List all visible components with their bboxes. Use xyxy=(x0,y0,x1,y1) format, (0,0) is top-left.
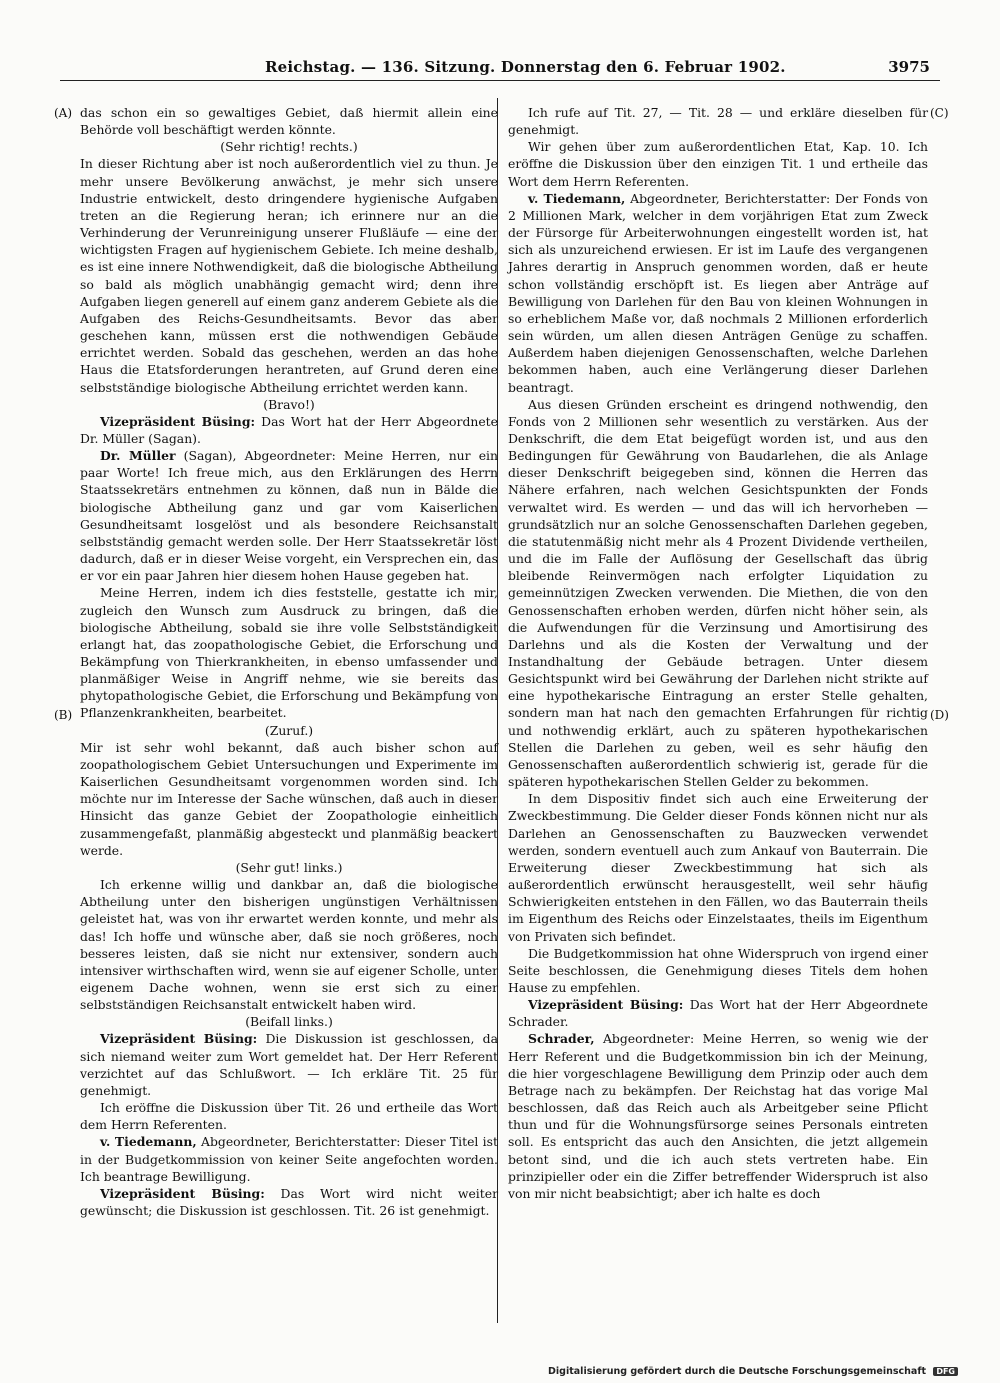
paragraph-text: In dem Dispositiv findet sich auch eine Erweiterung der Zweckbestimmung. Die Gelder dieser Fonds können nicht nur als Darlehen an Genossenschaften zu Bauzwecken verwendet werden, sondern eventuell auch zum Ankauf von Bauterrain. Die Erweiterung dieser Zweckbestimmung hat sich als außerordentlich erwünscht herausgestellt, weil sehr häufig Schwierigkeiten entstehen in den Fällen, wo das Bauterrain theils im Eigenthum des Reichs oder Einzelstaates, theils im Eigenthum von Privaten sich befindet. xyxy=(508,791,928,944)
speaker-name: Vizepräsident Büsing: xyxy=(528,997,684,1013)
paragraph xyxy=(80,1133,498,1184)
paragraph-text: (Sagan), Abgeordneter: Meine Herren, nur ein paar Worte! Ich freue mich, aus den Erklärungen des Herrn Staatssekretärs entnehmen zu können, daß nun in Bälde die biologische Abtheilung ganz und gar vom Kaiserlichen Gesundheitsamt losgelöst und als besondere Reichsanstalt selbstständig gemacht werden solle. Der Herr Staatssekretär löst dadurch, daß er in dieser Weise vorgeht, ein Versprechen ein, das er vor ein paar Jahren hier diesem hohen Hause gegeben hat. xyxy=(80,448,498,584)
paragraph-text: (Bravo!) xyxy=(263,396,315,412)
interjection xyxy=(80,138,498,155)
paragraph xyxy=(508,104,928,138)
speaker-name: Dr. Müller xyxy=(100,448,176,464)
paragraph xyxy=(508,996,928,1030)
paragraph-text: In dieser Richtung aber ist noch außerordentlich viel zu thun. Je mehr unsere Bevölkerung anwächst, je mehr sich unsere Industrie entwickelt, desto dringendere hygienische Aufgaben treten an die Regierung heran; ich erinnere nur an die Verhinderung der Verunreinigung unserer Flußläufe — eine der wichtigsten Fragen auf hygienischem Gebiete. Ich meine deshalb, es ist eine innere Nothwendigkeit, daß die biologische Abtheilung so bald als möglich unabhängig gemacht wird; denn ihre Aufgaben liegen generell auf einem ganz anderem Gebiete als die Aufgaben des Reichs-Gesundheitsamts. Bevor das aber geschehen kann, müssen erst die nothwendigen Gebäude errichtet werden. Sobald das geschehen, werden an das hohe Haus die Etatsforderungen herantreten, auf Grund deren eine selbstständige biologische Abtheilung errichtet werden kann. xyxy=(80,156,498,395)
footer-credit xyxy=(548,1366,958,1377)
page-number: 3975 xyxy=(888,58,930,76)
paragraph xyxy=(80,447,498,584)
left-column xyxy=(80,104,498,1219)
paragraph xyxy=(80,1185,498,1219)
interjection xyxy=(80,396,498,413)
speaker-name: Schrader, xyxy=(528,1031,595,1047)
paragraph-text: Die Diskussion ist geschlossen, da sich niemand weiter zum Wort gemeldet hat. Der Herr Referent verzichtet auf das Schlußwort. — Ich erkläre Tit. 25 für genehmigt. xyxy=(80,1031,498,1098)
paragraph-text: Abgeordneter, Berichterstatter: Dieser Titel ist in der Budgetkommission von keiner Seite angefochten worden. Ich beantrage Bewilligung. xyxy=(80,1134,498,1184)
paragraph xyxy=(80,876,498,1013)
margin-mark-a: (A) xyxy=(54,106,73,120)
paragraph xyxy=(508,790,928,944)
paragraph-text: (Zuruf.) xyxy=(264,722,314,738)
paragraph xyxy=(80,1099,498,1133)
paragraph-text: Meine Herren, indem ich dies feststelle, gestatte ich mir, zugleich den Wunsch zum Ausdruck zu bringen, daß die biologische Abtheilung, sobald sie ihre volle Selbstständigkeit erlangt hat, das zoopathologische Gebiet, die Erforschung und Bekämpfung von Thierkrankheiten, in ebenso umfassender und planmäßiger Weise in Angriff nehme, wie sie bereits das phytopathologische Gebiet, die Erforschung und Bekämpfung von Pflanzenkrankheiten, bearbeitet. xyxy=(80,585,498,721)
paragraph xyxy=(80,104,498,138)
paragraph-text: Abgeordneter, Berichterstatter: Der Fonds von 2 Millionen Mark, welcher in dem vorjährigen Etat zum Zweck der Fürsorge für Arbeiterwohnungen eingestellt worden ist, hat sich als unzureichend erwiesen. Er ist im Laufe des vergangenen Jahres derartig in Anspruch genommen worden, daß er heute schon vollständig erschöpft ist. Es liegen aber Anträge auf Bewilligung von Darlehen für den Bau von kleinen Wohnungen in so erheblichem Maße vor, daß nochmals 2 Millionen erforderlich sein würden, um allen diesen Anträgen Genüge zu schaffen. Außerdem haben diejenigen Genossenschaften, welche Darlehen bekommen haben, auch eine Verlängerung dieser Darlehen beantragt. xyxy=(508,190,928,395)
paragraph-text: (Sehr richtig! rechts.) xyxy=(220,139,358,155)
paragraph-text: Das Wort hat der Herr Abgeordnete Dr. Müller (Sagan). xyxy=(80,413,498,446)
paragraph xyxy=(80,413,498,447)
paragraph-text: Ich eröffne die Diskussion über Tit. 26 und ertheile das Wort dem Herrn Referenten. xyxy=(80,1100,498,1133)
interjection xyxy=(80,1013,498,1030)
speaker-name: v. Tiedemann, xyxy=(100,1134,197,1150)
paragraph-text: Das Wort wird nicht weiter gewünscht; die Diskussion ist geschlossen. Tit. 26 ist genehmigt. xyxy=(80,1185,499,1218)
paragraph-text: Die Budgetkommission hat ohne Widerspruch von irgend einer Seite beschlossen, die Genehmigung dieses Titels dem hohen Hause zu empfehlen. xyxy=(508,945,928,995)
paragraph-text: Ich erkenne willig und dankbar an, daß die biologische Abtheilung unter den bisherigen ungünstigen Verhältnissen geleistet hat, was von ihr erwartet werden konnte, und mehr als das! Ich hoffe und wünsche aber, daß sie noch größeres, noch besseres leisten, daß sie nicht nur extensiver, sondern auch intensiver wirthschaften wird, wenn sie auf eigener Scholle, unter eigenem Dache wohnen, wenn sie erst sich zu einer selbstständigen Reichsanstalt entwickelt haben wird. xyxy=(80,877,498,1013)
margin-mark-d: (D) xyxy=(930,708,949,722)
paragraph-text: Aus diesen Gründen erscheint es dringend nothwendig, den Fonds von 2 Millionen sehr wesentlich zu verstärken. Aus der Denkschrift, die dem Etat beigefügt worden ist, und aus den Bedingungen für Gewährung von Baudarlehen, die als Anlage dieser Denkschrift beigegeben sind, können die Herren das Nähere erfahren, nach welchen Gesichtspunkten der Fonds verwaltet wird. Es werden — und das will ich hervorheben — grundsätzlich nur an solche Genossenschaften Darlehen gegeben, die statutenmäßig nicht mehr als 4 Prozent Dividende vertheilen, und die im Falle der Auflösung der Gesellschaft das übrig bleibende Reinvermögen nach erfolgter Liquidation zu gemeinnützigen Zwecken verwenden. Die Miethen, die von den Genossenschaften erhoben werden, dürfen nicht höher sein, als die Aufwendungen für die Verzinsung und Amortisirung des Darlehns und als die Kosten der Verwaltung und der Instandhaltung der Gebäude betragen. Unter diesem Gesichtspunkt wird bei Gewährung der Darlehen nicht strikte auf eine hypothekarische Eintragung an erster Stelle gehalten, sondern man hat nach den gemachten Erfahrungen für richtig und nothwendig erklärt, auch zu späteren hypothekarischen Stellen die Darlehen zu geben, weil es sehr häufig den Genossenschaften außerordentlich schwierig ist, gerade für die späteren hypothekarischen Stellen Gelder zu bekommen. xyxy=(508,396,928,790)
speaker-name: Vizepräsident Büsing: xyxy=(100,1031,258,1047)
speaker-name: Vizepräsident Büsing: xyxy=(100,1185,265,1201)
interjection xyxy=(80,722,498,739)
paragraph xyxy=(508,945,928,996)
paragraph xyxy=(508,138,928,189)
right-column xyxy=(508,104,928,1202)
paragraph xyxy=(508,1030,928,1202)
footer-text: Digitalisierung gefördert durch die Deutsche Forschungsgemeinschaft xyxy=(548,1366,927,1377)
speaker-name: v. Tiedemann, xyxy=(528,190,626,206)
interjection xyxy=(80,859,498,876)
header-title: Reichstag. — 136. Sitzung. Donnerstag den 6. Februar 1902. xyxy=(265,58,786,76)
paragraph xyxy=(80,584,498,721)
paragraph-text: das schon ein so gewaltiges Gebiet, daß hiermit allein eine Behörde voll beschäftigt werden könnte. xyxy=(80,105,498,138)
paragraph-text: Wir gehen über zum außerordentlichen Etat, Kap. 10. Ich eröffne die Diskussion über den einzigen Tit. 1 und ertheile das Wort dem Herrn Referenten. xyxy=(508,139,928,189)
paragraph xyxy=(80,155,498,395)
margin-mark-b: (B) xyxy=(54,708,73,722)
margin-mark-c: (C) xyxy=(930,106,949,120)
paragraph xyxy=(508,190,928,396)
speaker-name: Vizepräsident Büsing: xyxy=(100,413,256,429)
paragraph-text: Mir ist sehr wohl bekannt, daß auch bisher schon auf zoopathologischem Gebiet Untersuchungen und Experimente im Kaiserlichen Gesundheitsamt vorgenommen worden sind. Ich möchte nur im Interesse der Sache wünschen, daß auch in dieser Hinsicht das ganze Gebiet der Zoopathologie einheitlich zusammengefaßt, planmäßig abgesteckt und planmäßig beackert werde. xyxy=(80,739,498,858)
paragraph-text: Ich rufe auf Tit. 27, — Tit. 28 — und erkläre dieselben für genehmigt. xyxy=(508,105,928,138)
paragraph-text: Das Wort hat der Herr Abgeordnete Schrader. xyxy=(508,997,928,1030)
paragraph-text: (Sehr gut! links.) xyxy=(235,859,343,875)
paragraph-text: Abgeordneter: Meine Herren, so wenig wie der Herr Referent und die Budgetkommission bin ich der Meinung, die hier vorgeschlagene Bewilligung dem Prinzip oder auch dem Betrage nach zu bekämpfen. Der Reichstag hat das vorige Mal beschlossen, daß das Reich auch als Arbeitgeber seine Pflicht thun und für die Wohnungsfürsorge seines Personals eintreten soll. Es entspricht das auch den Ansichten, die jetzt allgemein betont sind, und die ich auch stets vertreten habe. Ein prinzipieller oder ein die Ziffer betreffender Widerspruch ist also von mir nicht beabsichtigt; aber ich halte es doch xyxy=(508,1031,928,1201)
paragraph xyxy=(80,1030,498,1099)
paragraph xyxy=(508,396,928,791)
page-header xyxy=(60,56,940,81)
paragraph-text: (Beifall links.) xyxy=(245,1014,333,1030)
dfg-logo: DFG xyxy=(933,1367,958,1376)
paragraph xyxy=(80,739,498,859)
